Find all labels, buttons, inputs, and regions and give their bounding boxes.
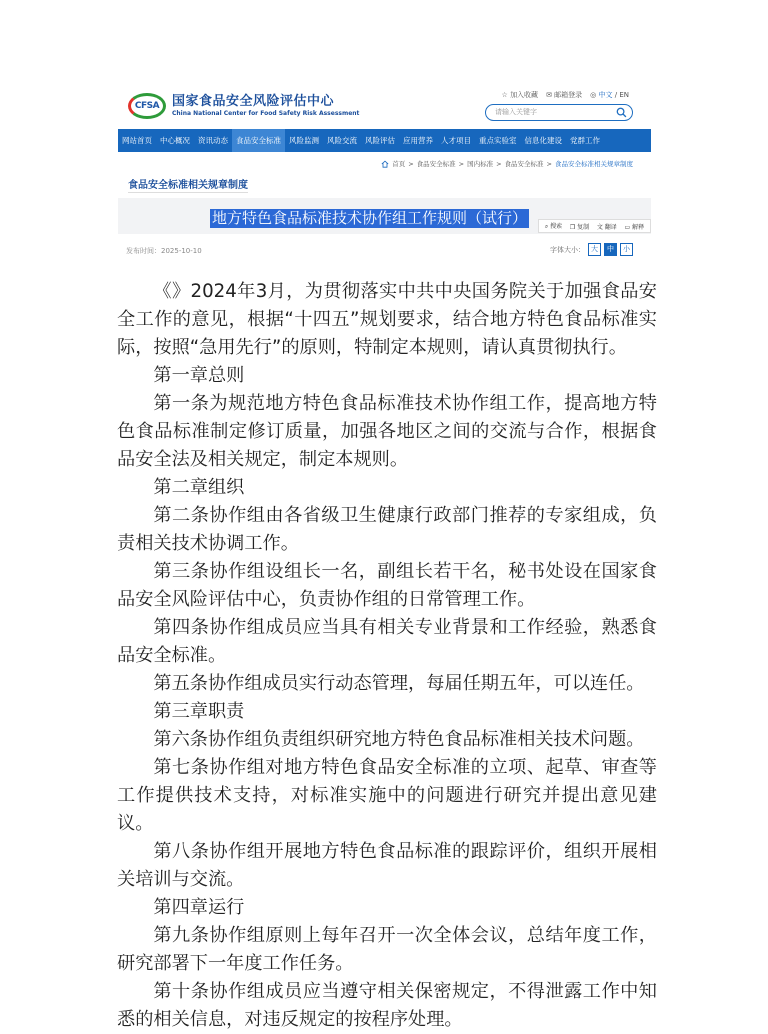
search-placeholder: 请输入关键字 <box>495 108 537 116</box>
article-title-selected[interactable]: 地方特色食品标准技术协作组工作规则（试行） <box>212 209 528 227</box>
document-body <box>117 278 657 1034</box>
site-name-en: China National Center for Food Safety Risk Assessment <box>172 110 360 117</box>
font-size-large-button[interactable]: 大 <box>588 243 601 256</box>
lang-en-link[interactable]: EN <box>619 91 629 99</box>
search-icon[interactable] <box>616 107 627 118</box>
cfsa-logo-icon: CFSA <box>128 93 166 119</box>
site-logo[interactable] <box>128 93 359 119</box>
selection-search-button[interactable]: ⌕ 搜索 <box>544 223 563 230</box>
font-size-control <box>550 243 633 256</box>
breadcrumb-item[interactable]: 食品安全标准 <box>504 160 544 168</box>
nav-party-work[interactable]: 党群工作 <box>570 136 600 145</box>
chapter-heading: 第四章运行 <box>153 897 245 918</box>
paragraph: 第六条协作组负责组织研究地方特色食品标准相关技术问题。 <box>153 729 645 750</box>
home-icon <box>381 160 389 168</box>
paragraph: 第七条协作组对地方特色食品安全标准的立项、起草、审查等工作提供技术支持，对标准实施中的问题进行研究并提出意见建议。 <box>117 757 657 834</box>
copy-icon: ❐ <box>569 223 576 231</box>
site-header <box>118 86 651 128</box>
lang-cn-link[interactable]: 中文 <box>598 91 613 99</box>
selection-copy-button[interactable]: ❐ 复制 <box>569 223 590 231</box>
selection-toolbar <box>538 219 651 233</box>
paragraph: 第八条协作组开展地方特色食品标准的跟踪评价，组织开展相关培训与交流。 <box>117 841 657 890</box>
search-icon: ⌕ <box>544 223 549 230</box>
font-size-label: 字体大小： <box>550 245 585 254</box>
paragraph: 第九条协作组原则上每年召开一次全体会议，总结年度工作，研究部署下一年度工作任务。 <box>117 925 657 974</box>
section-title: 食品安全标准相关规章制度 <box>128 180 248 191</box>
chapter-heading: 第一章总则 <box>153 365 245 386</box>
nav-talent-projects[interactable]: 人才项目 <box>441 136 471 145</box>
chapter-heading: 第二章组织 <box>153 477 245 498</box>
paragraph: 第一条为规范地方特色食品标准技术协作组工作，提高地方特色食品标准制定修订质量，加强各地区之间的交流与合作，根据食品安全法及相关规定，制定本规则。 <box>117 393 657 470</box>
publish-date: 发布时间：2025-10-10 <box>126 247 202 255</box>
breadcrumb-home[interactable]: 首页 <box>392 160 406 168</box>
translate-icon: 文 <box>596 223 603 231</box>
font-size-medium-button[interactable]: 中 <box>604 243 617 256</box>
mail-login-link[interactable]: ✉ 邮箱登录 <box>546 91 583 99</box>
paragraph: 第二条协作组由各省级卫生健康行政部门推荐的专家组成，负责相关技术协调工作。 <box>117 505 657 554</box>
embedded-site-screenshot <box>118 86 651 264</box>
font-size-small-button[interactable]: 小 <box>620 243 633 256</box>
chapter-heading: 第三章职责 <box>153 701 245 722</box>
site-name-cn: 国家食品安全风险评估中心 <box>172 94 335 109</box>
nav-news[interactable]: 资讯动态 <box>198 136 228 145</box>
add-favorite-link[interactable]: ☆ 加入收藏 <box>501 91 539 99</box>
nav-risk-monitoring[interactable]: 风险监测 <box>289 136 319 145</box>
nav-informatization[interactable]: 信息化建设 <box>524 136 562 145</box>
breadcrumb: 首页 > 食品安全标准 > 国内标准 > 食品安全标准 > 食品安全标准相关规章制度 <box>381 159 633 168</box>
breadcrumb-item[interactable]: 国内标准 <box>467 160 494 168</box>
paragraph: 第四条协作组成员应当具有相关专业背景和工作经验，熟悉食品安全标准。 <box>117 617 657 666</box>
nav-food-safety-standards[interactable]: 食品安全标准 <box>232 129 285 152</box>
breadcrumb-current: 食品安全标准相关规章制度 <box>555 160 633 168</box>
nav-risk-assessment[interactable]: 风险评估 <box>365 136 395 145</box>
nav-about[interactable]: 中心概况 <box>160 136 190 145</box>
language-switch[interactable]: ◎ 中文 / EN <box>590 91 629 99</box>
selection-translate-button[interactable]: 文 翻译 <box>596 223 617 231</box>
nav-applied-nutrition[interactable]: 应用营养 <box>403 136 433 145</box>
explain-icon: ▭ <box>624 223 631 231</box>
top-links <box>502 90 629 100</box>
search-input[interactable] <box>485 104 633 121</box>
paragraph: 第五条协作组成员实行动态管理，每届任期五年，可以连任。 <box>153 673 645 694</box>
main-nav <box>118 129 651 152</box>
breadcrumb-item[interactable]: 食品安全标准 <box>416 160 456 168</box>
paragraph: 《》2024年3月，为贯彻落实中共中央国务院关于加强食品安全工作的意见，根据“十四五”规划要求，结合地方特色食品标准实际，按照“急用先行”的原则，特制定本规则，请认真贯彻执行。 <box>117 281 657 358</box>
nav-risk-communication[interactable]: 风险交流 <box>327 136 357 145</box>
paragraph: 第三条协作组设组长一名，副组长若干名，秘书处设在国家食品安全风险评估中心，负责协作组的日常管理工作。 <box>117 561 657 610</box>
nav-key-laboratory[interactable]: 重点实验室 <box>479 136 517 145</box>
paragraph: 第十条协作组成员应当遵守相关保密规定，不得泄露工作中知悉的相关信息，对违反规定的按程序处理。 <box>117 981 657 1030</box>
section-divider <box>128 192 248 193</box>
nav-home[interactable]: 网站首页 <box>122 136 152 145</box>
selection-explain-button[interactable]: ▭ 解释 <box>624 223 645 231</box>
